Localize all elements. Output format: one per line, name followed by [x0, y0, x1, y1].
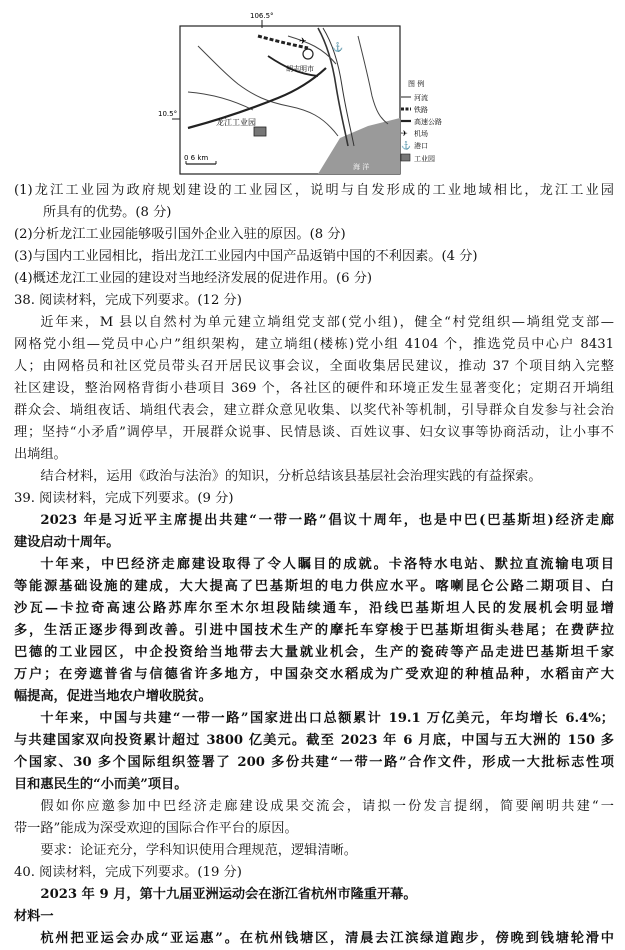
legend-industrial-park: 工业园	[414, 155, 435, 163]
map-figure	[158, 6, 448, 176]
q37-sub1-line2: 所具有的优势。(8 分)	[43, 205, 172, 220]
q39-p3-line: 目和惠民生的“小而美”项目。	[14, 777, 188, 792]
q39-p2-line: 万户；在旁遮普省与信德省许多地方，中国杂交水稻成为广受欢迎的种植品种，水稻亩产大	[14, 667, 614, 682]
q38-title: 38. 阅读材料，完成下列要求。(12 分)	[14, 293, 242, 308]
q39-p3-line: 与共建国家双向投资累计超过 3800 亿美元。截至 2023 年 6 月底，中国与五大洲的 150 多	[14, 733, 614, 748]
q39-p4-line: 带一路”能成为深受欢迎的国际合作平台的原因。	[14, 821, 298, 836]
q39-p4-line: 假如你应邀参加中巴经济走廊建设成果交流会，请拟一份发言提纲，简要阐明共建“一	[40, 799, 614, 814]
city-label: 胡志明市	[286, 65, 314, 73]
q39-title: 39. 阅读材料，完成下列要求。(9 分)	[14, 491, 234, 506]
q38-para-line: 近年来，M 县以自然村为单元建立埫组党支部(党小组)，健全“村党组织—埫组党支部—	[40, 315, 614, 330]
q39-requirement: 要求：论证充分，学科知识使用合理规范，逻辑清晰。	[40, 843, 357, 858]
q38-para-line: 网格党小组—党员中心户”组织架构，建立埫组(楼栋)党小组 4104 个，推选党员中心户 8431	[14, 337, 614, 352]
q40-title: 40. 阅读材料，完成下列要求。(19 分)	[14, 865, 242, 880]
exam-content	[14, 180, 614, 950]
q39-p1-line: 2023 年是习近平主席提出共建“一带一路”倡议十周年，也是中巴(巴基斯坦)经济走廊	[40, 513, 614, 528]
q38-question: 结合材料，运用《政治与法治》的知识，分析总结该县基层社会治理实践的有益探索。	[40, 469, 542, 484]
svg-text:✈: ✈	[401, 129, 408, 138]
map-legend	[401, 79, 442, 163]
q39-p3-line: 个国家、30 多个国际组织签署了 200 多份共建“一带一路”合作文件，形成一大批标志性项	[14, 755, 614, 770]
legend-title: 图 例	[408, 80, 425, 88]
city-marker	[303, 49, 313, 59]
q38-para-line: 出埫组。	[14, 447, 67, 462]
port-icon: ⚓	[332, 43, 344, 53]
q40-material-line: 杭州把亚运会办成“亚运惠”。在杭州钱塘区，清晨去江滨绿道跑步，傍晚到钱塘轮滑中	[40, 931, 614, 946]
scale-label: 0 6 km	[184, 154, 209, 162]
q39-p2-line: 巴德的工业园区，中企投资给当地带去大量就业机会，生产的瓷砖等产品走进巴基斯坦千家	[14, 645, 614, 660]
q39-p2-line: 等能源基础设施的建成，大大提高了巴基斯坦的电力供应水平。喀喇昆仑公路二期项目、白	[14, 579, 614, 594]
q38-para-line: 社区建设，整治网格背街小巷项目 369 个，各社区的硬件和环境正发生显著变化；定期召开埫组	[14, 381, 614, 396]
q38-para-line: 人；由网格员和社区党员带头召开居民议事会议，全面收集居民建议，推动 37 个项目纳入完整	[14, 359, 614, 374]
q37-sub1-line1: (1)龙江工业园为政府规划建设的工业园区，说明与自发形成的工业地域相比，龙江工业园	[14, 183, 614, 198]
park-label: 龙江工业园	[216, 118, 256, 127]
q38	[14, 290, 614, 488]
q39-p2-line: 幅提高，促进当地农户增收脱贫。	[14, 689, 212, 704]
q38-para-line: 群众会、埫组夜话、埫组代表会，建立群众意见收集、以奖代补等机制，引导群众自发参与社会治	[14, 403, 614, 418]
legend-river: 河流	[414, 94, 428, 102]
industrial-park-marker	[254, 127, 266, 136]
svg-text:⚓: ⚓	[401, 141, 411, 150]
map-svg	[158, 6, 448, 176]
q39-p2-line: 沙瓦—卡拉奇高速公路苏库尔至木尔坦段陆续通车，沿线巴基斯坦人民的发展机会明显增	[14, 601, 614, 616]
q39-p1-line: 建设启动十周年。	[14, 535, 120, 550]
q40-intro: 2023 年 9 月，第十九届亚洲运动会在浙江省杭州市隆重开幕。	[40, 887, 417, 902]
q39-p3-line: 十年来，中国与共建“一带一路”国家进出口总额累计 19.1 万亿美元，年均增长 6.4%；	[40, 711, 614, 726]
legend-railway: 铁路	[414, 106, 428, 114]
legend-highway: 高速公路	[414, 118, 442, 126]
q39	[14, 488, 614, 862]
q37-sub2: (2)分析龙江工业园能够吸引国外企业入驻的原因。(8 分)	[14, 227, 346, 242]
airport-icon: ✈	[299, 37, 307, 47]
latitude-label: 10.5°	[158, 110, 178, 118]
q37-sub4: (4)概述龙江工业园的建设对当地经济发展的促进作用。(6 分)	[14, 271, 373, 286]
longitude-label: 106.5°	[250, 12, 274, 20]
q40-material-label: 材料一	[14, 909, 54, 924]
legend-airport: 机场	[414, 130, 428, 138]
q39-p2-line: 十年来，中巴经济走廊建设取得了令人瞩目的成就。卡洛特水电站、默拉直流输电项目	[40, 557, 614, 572]
q39-p2-line: 多，生活正逐步得到改善。引进中国技术生产的摩托车穿梭于巴基斯坦街头巷尾；在费萨拉	[14, 623, 614, 638]
sea-label: 海 洋	[353, 163, 370, 171]
q37-subquestions	[14, 180, 614, 290]
q40	[14, 862, 614, 950]
q38-para-line: 理；坚持“小矛盾”调停早，开展群众说事、民情恳谈、百姓议事、妇女议事等协商活动，让小事不	[14, 425, 614, 440]
legend-port: 港口	[414, 142, 428, 150]
q37-sub3: (3)与国内工业园相比，指出龙江工业园内中国产品返销中国的不利因素。(4 分)	[14, 249, 478, 264]
